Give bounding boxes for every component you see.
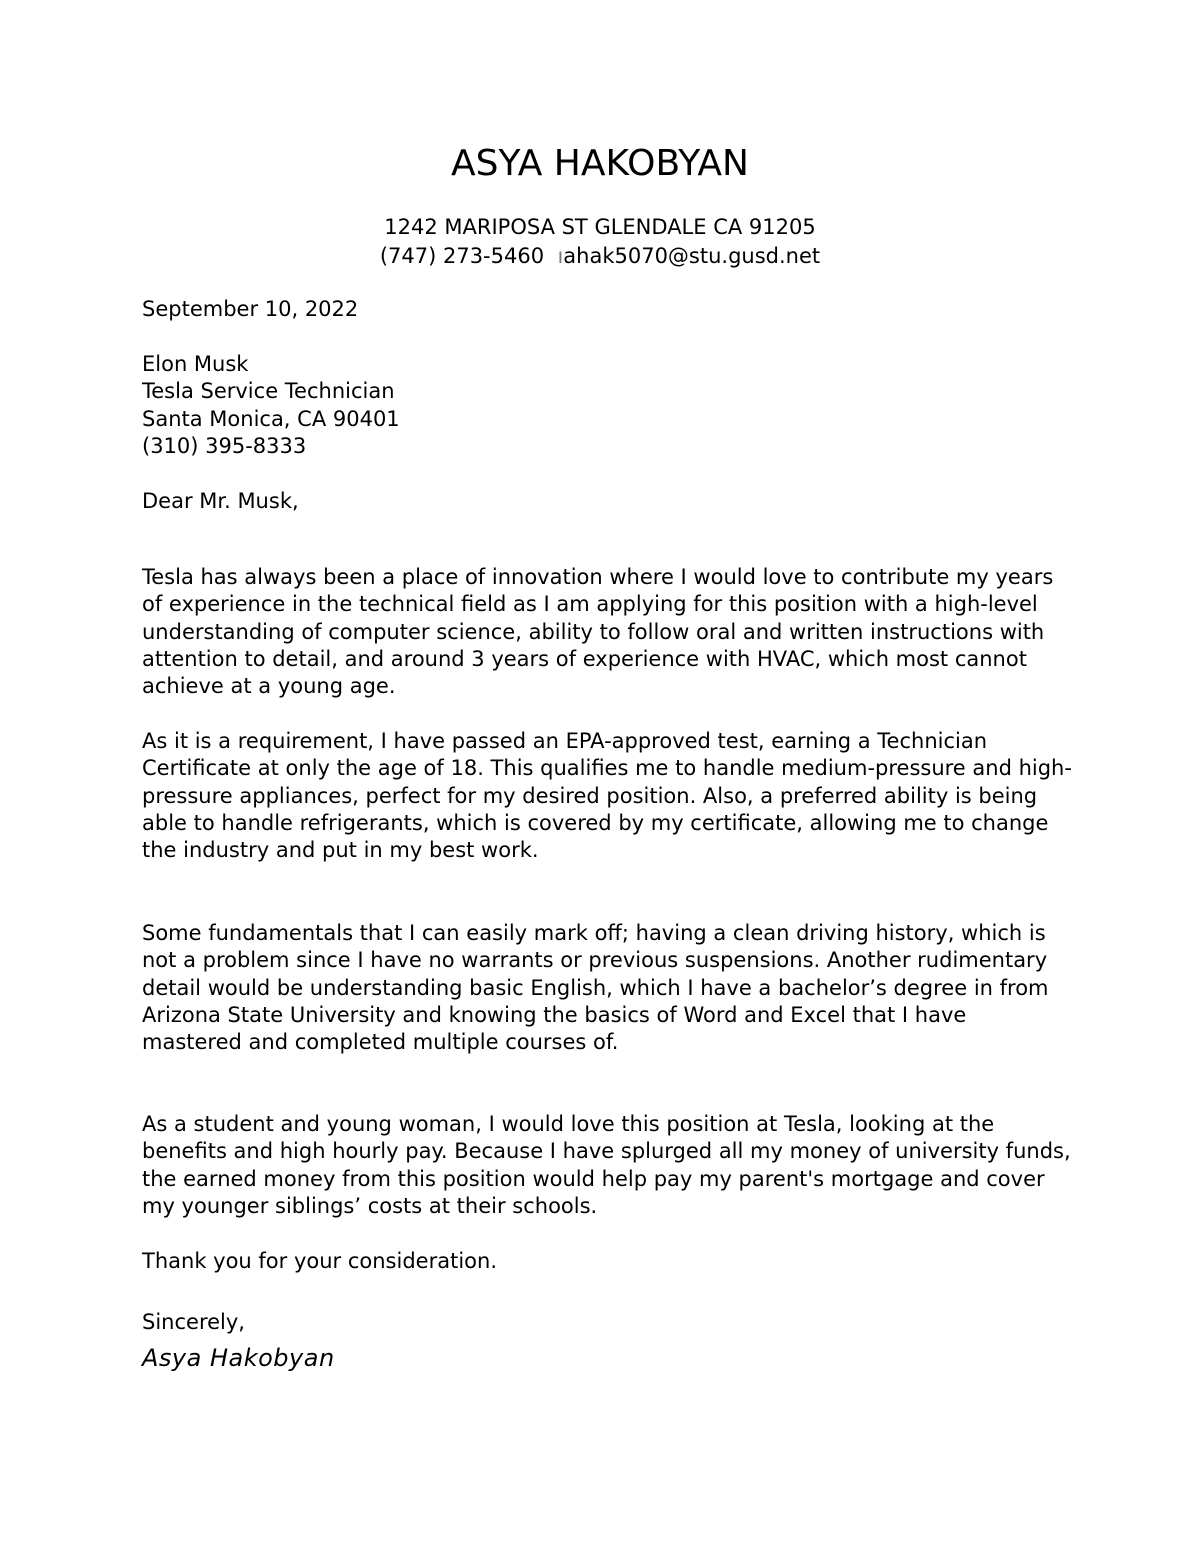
sender-contact-line: (747) 273-5460 ıahak5070@stu.gusd.net [379,244,821,268]
closing: Sincerely, [142,1310,245,1334]
letter-date: September 10, 2022 [142,297,359,321]
body-paragraph-4: As a student and young woman, I would love this position at Tesla, looking at the benefits and high hourly pay. Because I have splurged all my money of university funds, the earned money from this position would help pay my parent's mortgage and cover my younger siblings’ costs at their schools. [142,1112,1071,1218]
recipient-phone: (310) 395-8333 [142,433,307,458]
sender-phone: (747) 273-5460 [379,244,545,268]
recipient-title: Tesla Service Technician [142,379,395,404]
signature: Asya Hakobyan [142,1344,335,1372]
sender-email[interactable]: ahak5070@stu.gusd.net [563,244,821,268]
sender-name: ASYA HAKOBYAN [451,143,749,184]
recipient-name: Elon Musk [142,352,249,376]
body-paragraph-5: Thank you for your consideration. [142,1249,497,1273]
salutation: Dear Mr. Musk, [142,489,299,513]
body-paragraph-3: Some fundamentals that I can easily mark off; having a clean driving history, which is not a problem since I have no warrants or previous suspensions. Another rudimentary detail would be understanding basic English, which I have a bachelor’s degree in from Arizona State University and knowing the basics of Word and Excel that I have mastered and completed multiple courses of. [142,921,1049,1055]
recipient-block [142,351,1072,460]
body-paragraph-1: Tesla has always been a place of innovation where I would love to contribute my years of experience in the technical field as I am applying for this position with a high-level understanding of computer science, ability to follow oral and written instructions with attention to detail, and around 3 years of experience with HVAC, which most cannot achieve at a young age. [142,565,1054,699]
body-paragraph-2: As it is a requirement, I have passed an EPA-approved test, earning a Technician Certificate at only the age of 18. This qualifies me to handle medium-pressure and high-pressure appliances, perfect for my desired position. Also, a preferred ability is being able to handle refrigerants, which is covered by my certificate, allowing me to change the industry and put in my best work. [142,729,1072,863]
recipient-city: Santa Monica, CA 90401 [142,406,400,431]
sender-address: 1242 MARIPOSA ST GLENDALE CA 91205 [384,215,816,239]
